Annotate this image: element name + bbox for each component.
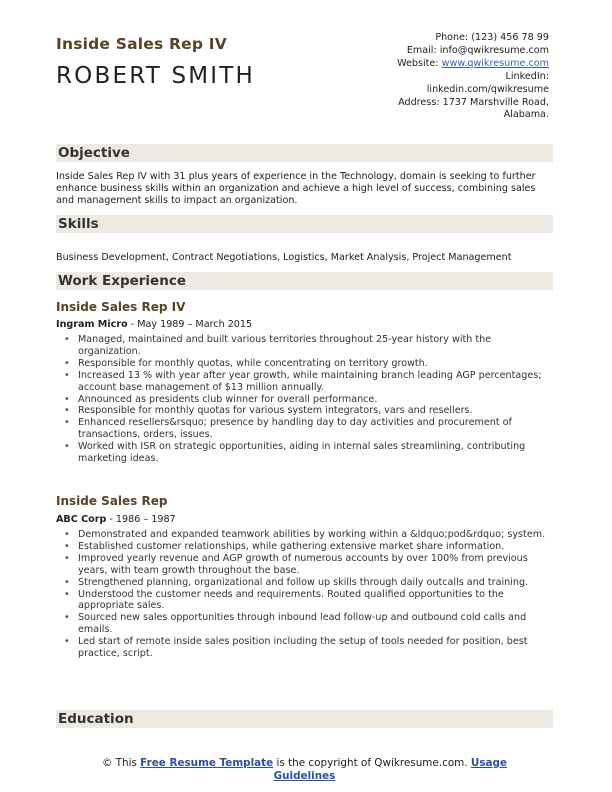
- website-label: Website:: [397, 57, 442, 69]
- footer-prefix: © This: [101, 757, 141, 769]
- contact-address-line1: Address: 1737 Marshville Road,: [398, 96, 549, 108]
- job-dates-2: - 1986 – 1987: [106, 514, 176, 525]
- list-item: • Announced as presidents club winner for overall performance.: [78, 394, 553, 406]
- list-item: • Established customer relationships, while gathering extensive market share information.: [78, 541, 553, 553]
- job-bullets-1: [56, 334, 553, 465]
- list-item: • Understood the customer needs and requirements. Routed qualified opportunities to the appropriate sales.: [78, 589, 553, 613]
- contact-block: [309, 32, 549, 122]
- website-link[interactable]: www.qwikresume.com: [441, 57, 549, 69]
- guidelines-link[interactable]: Guidelines: [273, 770, 336, 782]
- list-item: • Responsible for monthly quotas, while concentrating on territory growth.: [78, 358, 553, 370]
- contact-linkedin-label: LinkedIn:: [505, 70, 549, 82]
- contact-phone: Phone: (123) 456 78 99: [435, 32, 549, 43]
- skills-section-header: [56, 215, 553, 233]
- free-resume-template-link[interactable]: Free Resume Template: [140, 757, 274, 769]
- job-title-2: Inside Sales Rep: [56, 494, 168, 508]
- job-dates-1: - May 1989 – March 2015: [127, 319, 253, 330]
- usage-link[interactable]: Usage: [470, 757, 508, 769]
- work-experience-section-header: [56, 272, 553, 290]
- objective-heading: Objective: [58, 145, 130, 161]
- list-item: • Demonstrated and expanded teamwork abilities by working within a &ldquo;pod&rdquo; system.: [78, 529, 553, 541]
- job-title-1: Inside Sales Rep IV: [56, 300, 186, 314]
- contact-linkedin-value: linkedin.com/qwikresume: [426, 83, 549, 95]
- list-item: • Enhanced resellers&rsquo; presence by handling day to day activities and procurement of transactions, orders, issues.: [78, 417, 553, 441]
- objective-text: Inside Sales Rep IV with 31 plus years of experience in the Technology, domain is seeking to further enhance business skills within an organization and achieve a high level of success, combining sales and management skills to impact an organization.: [56, 171, 536, 206]
- footer-middle: is the copyright of Qwikresume.com.: [273, 757, 471, 769]
- list-item: • Managed, maintained and built various territories throughout 25-year history with the organization.: [78, 334, 553, 358]
- list-item: • Worked with ISR on strategic opportunities, aiding in internal sales streamlining, contributing marketing ideas.: [78, 441, 553, 465]
- job-bullets-2: [56, 529, 553, 660]
- work-experience-heading: Work Experience: [58, 273, 186, 289]
- job-company-1: [56, 319, 252, 330]
- list-item: • Increased 13 % with year after year growth, while maintaining branch leading AGP percentages; account base management of $13 million annually.: [78, 370, 553, 394]
- contact-email: Email: info@qwikresume.com: [406, 44, 549, 56]
- copyright-footer: [56, 757, 553, 783]
- skills-heading: Skills: [58, 216, 99, 232]
- list-item: • Strengthened planning, organizational and follow up skills through daily outcalls and training.: [78, 577, 553, 589]
- contact-website: [309, 58, 549, 71]
- list-item: • Sourced new sales opportunities through inbound lead follow-up and outbound cold calls and emails.: [78, 612, 553, 636]
- list-item: • Improved yearly revenue and AGP growth of numerous accounts by over 100% from previous years, with team growth throughout the base.: [78, 553, 553, 577]
- company-name-1: Ingram Micro: [56, 319, 128, 330]
- objective-section-header: [56, 144, 553, 162]
- list-item: • Responsible for monthly quotas for various system integrators, vars and resellers.: [78, 405, 553, 417]
- candidate-name: ROBERT SMITH: [56, 63, 256, 89]
- list-item: • Led start of remote inside sales position including the setup of tools needed for position, best practice, script.: [78, 636, 553, 660]
- education-heading: Education: [58, 711, 134, 727]
- job-company-2: [56, 514, 176, 525]
- education-section-header: [56, 710, 553, 728]
- resume-job-title: Inside Sales Rep IV: [56, 35, 227, 53]
- skills-text: Business Development, Contract Negotiations, Logistics, Market Analysis, Project Management: [56, 252, 512, 263]
- contact-address-line2: Alabama.: [503, 109, 549, 121]
- company-name-2: ABC Corp: [56, 514, 107, 525]
